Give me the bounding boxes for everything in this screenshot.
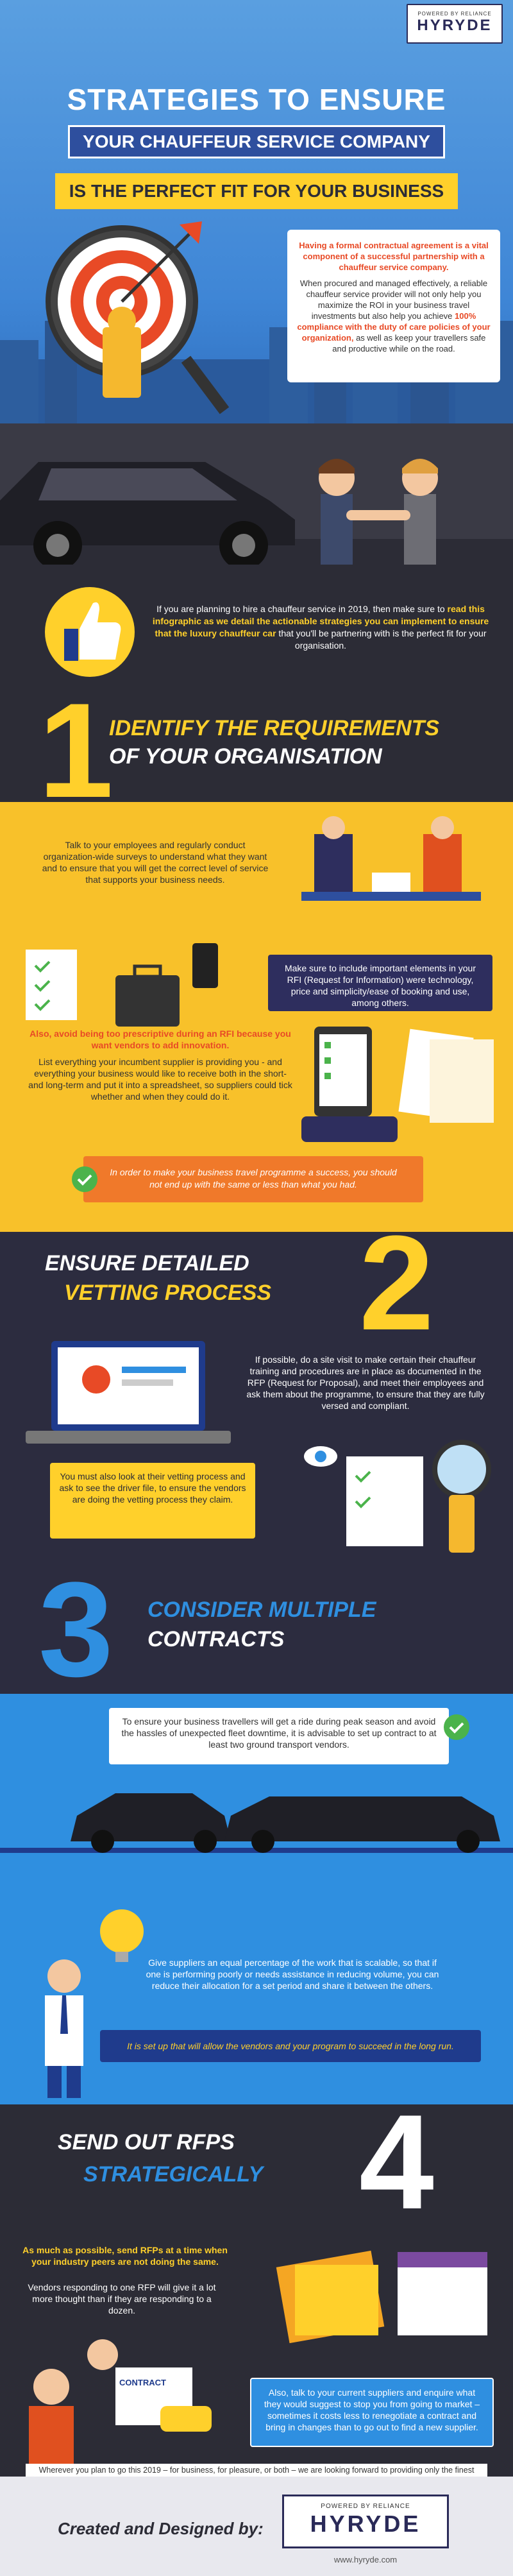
step3-title-a: CONSIDER MULTIPLE — [147, 1598, 376, 1622]
step2-number: 2 — [359, 1232, 434, 1358]
checkmark-icon — [442, 1713, 471, 1741]
step4-callout: Also, talk to your current suppliers and enquire what they would suggest to stop you from going to market – sometimes it costs less to renegotiate a contract and bring in changes than to go out to find a new supplier. — [250, 2378, 494, 2447]
contract-label: CONTRACT — [119, 2378, 166, 2387]
step1-info-box: Make sure to include important elements in your RFI (Request for Information) were technology, price and simplicity/ease of booking and use, among others. — [268, 955, 492, 1011]
step3-header — [0, 1572, 513, 1694]
step4-text1: As much as possible, send RFPs at a time when your industry peers are not doing the same. — [22, 2245, 228, 2267]
meeting-illustration-icon — [276, 815, 500, 930]
step2-section — [0, 1232, 513, 1572]
step4-header — [0, 2104, 513, 2233]
footer-logo[interactable] — [282, 2495, 449, 2548]
step2-text1: If possible, do a site visit to make certain their chauffeur training and procedures are in place as documented in the RFP (Request for Proposal), and meet their employees and ask them about the programme, to ensure that they are fully versed and compliant. — [246, 1354, 485, 1411]
intro-body: When procured and managed effectively, a reliable chauffeur service provider will not only help you maximize the ROI in your business travel investments but also help you achieve 100% compliance with the duty of care policies of your organization, as well as keep your travellers safe and productive while on the road. — [297, 278, 491, 354]
step1-header — [0, 693, 513, 802]
tablet-documents-icon — [301, 1020, 507, 1148]
credit-text: Created and Designed by: — [58, 2519, 264, 2538]
step3-section — [0, 1694, 513, 2104]
folder-calendar-icon — [269, 2233, 500, 2361]
plan-section — [0, 565, 513, 693]
step3-title-b: CONTRACTS — [147, 1627, 285, 1651]
headline-line3: IS THE PERFECT FIT FOR YOUR BUSINESS — [55, 173, 458, 209]
step4-title-a: SEND OUT RFPS — [58, 2130, 235, 2154]
step4-title-b: STRATEGICALLY — [83, 2162, 264, 2187]
step2-callout: You must also look at their vetting process and ask to see the driver file, to ensure the vendors are doing the vetting process they claim. — [50, 1463, 255, 1539]
brand-badge[interactable] — [407, 4, 503, 44]
step1-number: 1 — [38, 693, 114, 802]
plan-text: If you are planning to hire a chauffeur service in 2019, then make sure to read this infographic as we detail the actionable strategies you can implement to ensure that the luxury chauffeur car that you'll be partnering with is the perfect fit for your organisation. — [152, 604, 489, 651]
step4-section — [0, 2233, 513, 2464]
step1-text1: Talk to your employees and regularly conduct organization-wide surveys to understand what they want and to ensure that you will get the correct level of service that supports your business needs. — [42, 840, 269, 885]
brand-logo: HYRYDE — [417, 17, 492, 34]
thumbs-up-icon — [38, 584, 141, 680]
laptop-profile-icon — [26, 1335, 231, 1456]
powered-by-text: POWERED BY RELIANCE — [417, 11, 492, 17]
intro-card — [287, 230, 500, 382]
header-section — [0, 0, 513, 423]
step4-number: 4 — [359, 2104, 434, 2233]
step1-callout: In order to make your business travel programme a success, you should not end up with the same or less than what you had. — [83, 1156, 423, 1202]
checkmark-icon — [71, 1165, 99, 1193]
handshake-section — [0, 423, 513, 565]
step3-text1: To ensure your business travellers will get a ride during peak season and avoid the hassles of unexpected fleet downtime, it is advisable to set up contract to at least two ground transport vendors. — [109, 1708, 449, 1764]
step3-number: 3 — [38, 1572, 114, 1694]
footer-url[interactable]: www.hyryde.com — [333, 2555, 398, 2564]
target-icon — [26, 218, 231, 423]
footer-logo-text: HYRYDE — [310, 2511, 421, 2537]
headline-line2: YOUR CHAUFFEUR SERVICE COMPANY — [68, 125, 445, 158]
step1-title-b: OF YOUR ORGANISATION — [109, 744, 382, 769]
step1-title-a: IDENTIFY THE REQUIREMENTS — [109, 716, 440, 740]
headline-line1: STRATEGIES TO ENSURE — [67, 83, 446, 116]
footer-note: Wherever you plan to go this 2019 – for business, for pleasure, or both – we are looking forward to providing only the finest — [26, 2464, 487, 2501]
step3-text2: Give suppliers an equal percentage of the work that is scalable, so that if one is performing poorly or needs assistance in reducing volume, you can reduce their allocation for a set period and share it between the others. — [146, 1958, 439, 1991]
footer-powered: POWERED BY RELIANCE — [321, 2503, 410, 2510]
intro-lead: Having a formal contractual agreement is a vital component of a successful partnership with a chauffeur service company. — [299, 241, 489, 272]
step3-callout: It is set up that will allow the vendors and your program to succeed in the long run. — [100, 2030, 481, 2062]
step1-text2: Also, avoid being too prescriptive during an RFI because you want vendors to add innovation. List everything your incumbent supplier is providing you - and everything your business would like to receive both in the short- and long-term and put it into a spreadsheet, so suppliers could tick whether and when they could do it. — [28, 1028, 292, 1102]
step4-text2: Vendors responding to one RFP will give it a lot more thought than if they are responding to a dozen. — [28, 2282, 216, 2316]
businessman-lightbulb-icon — [26, 1906, 154, 2098]
checklist-briefcase-icon — [19, 937, 231, 1033]
handshake-illustration-icon — [0, 423, 513, 565]
step2-title-a: ENSURE DETAILED — [45, 1251, 249, 1275]
eye-magnifier-icon — [289, 1431, 500, 1559]
step2-title-b: VETTING PROCESS — [64, 1281, 272, 1305]
contract-handshake-icon — [13, 2335, 244, 2464]
footer — [0, 2477, 513, 2576]
step1-section — [0, 802, 513, 1232]
cars-road-icon — [0, 1777, 513, 1867]
